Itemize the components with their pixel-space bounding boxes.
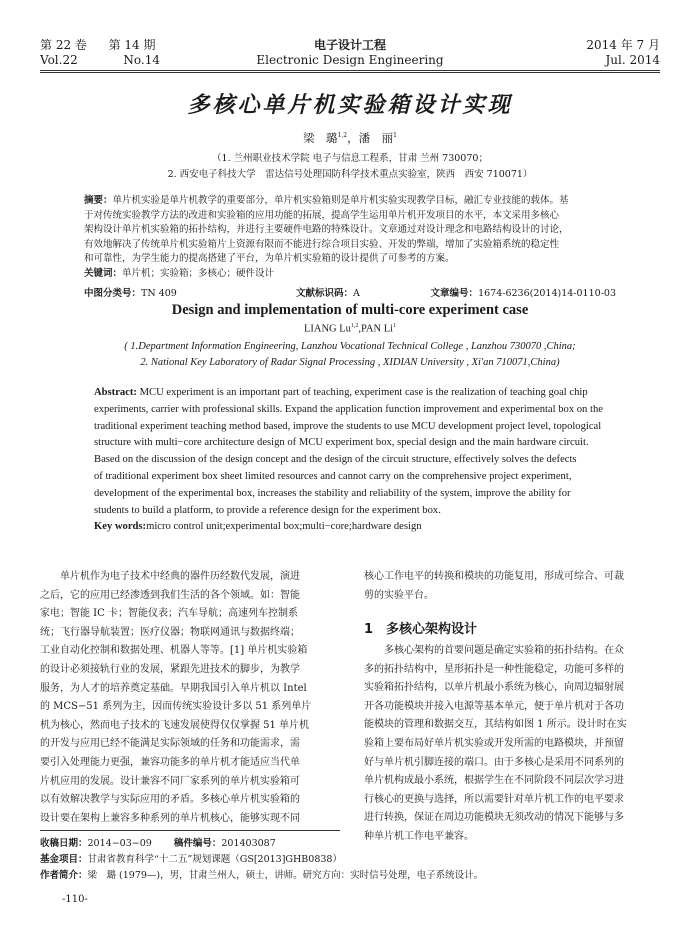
header-rule [40, 70, 660, 71]
fund-label: 基金项目： [40, 854, 88, 865]
abstract-cn: 摘要：单片机实验是单片机教学的重要部分，单片机实验箱则是单片机实验实现教学目标，融汇专业技能的载体。基 于对传统实验教学方法的改进和实验箱的应用功能的拓展，提高学生运用单片机开发项目的水平，本文采用多核心 架构设计单片机实验箱的拓扑结构，并进行主要硬件电路的特殊设计。文章通过对设计理念和电路结构设计的讨论， 有效地解决了传统单片机实验箱片上资源有限而不能进行综合项目实验、开发的弊端，增加了实验箱系统的稳定性 和可靠性，为学生能力的提高搭建了平台，为单片机实验箱的设计提供了可参考的方案。 关键词：单片机；实验箱；多核心；硬件设计 [84, 195, 569, 279]
affiliation-en-2: 2. National Key Laboratory of Radar Signal Processing , XIDIAN University , Xi'an 710071,China) [140, 357, 560, 368]
keywords-cn: 单片机；实验箱；多核心；硬件设计 [122, 267, 275, 279]
keywords-en: micro control unit;experimental box;multi−core;hardware design [146, 521, 422, 533]
date-cn: 2014 年 7 月 [586, 38, 660, 52]
clc-number: 中图分类号：TN 409 [84, 288, 177, 299]
section-heading-1: 1 多核心架构设计 [364, 622, 478, 637]
volume-cn: 第 22 卷 [40, 38, 87, 52]
journal-name-cn: 电子设计工程 [313, 38, 386, 52]
authors-cn: 梁 璐$^{1,2}$，潘 丽$^1$ [303, 131, 397, 145]
received-date: 2014−03−09 [87, 838, 152, 849]
issue-cn: 第 14 期 [108, 38, 156, 52]
affiliation-cn-2: 2. 西安电子科技大学 雷达信号处理国防科学技术重点实验室，陕西 西安 710071） [167, 169, 533, 180]
footnote-rule [40, 830, 340, 831]
body-left-column: 单片机作为电子技术中经典的器件历经数代发展，演进 之后，它的应用已经渗透到我们生活的各个领域。如：智能 家电；智能 IC 卡；智能仪表；汽车导航；高速列车控制系 统；飞行器导航装置；医疗仪器；物联网通讯与数据终端； 工业自动化控制和数据处理、机器人等等。[1] 单片机实验箱 的设计必须接轨行业的发展，紧跟先进技术的脚步，为教学 服务，为人才的培养奠定基础。早期我国引入单片机以 Intel 的 MCS−51 系列为主，因而传统实验设计多以 51 系列单片 机为核心，然而电子技术的飞速发展使得仅仅掌握 51 单片机 的开发与应用已经不能满足实际领域的任务和功能需求，需 要引入处理能力更强，兼容功能多的单片机才能适应当代单 片机应用的发展。设计兼容不同厂家系列的单片机实验箱可 以有效解决教学与实际应用的矛盾。多核心单片机实验箱的 设计要在架构上兼容多种系列的单片机核心，能够实现不同 [40, 571, 312, 824]
received-label: 收稿日期： [40, 838, 88, 849]
affiliation-cn-1: （1. 兰州职业技术学院 电子与信息工程系，甘肃 兰州 730070； [212, 153, 488, 164]
title-cn: 多核心单片机实验箱设计实现 [187, 92, 513, 118]
section-1-text: 多核心架构的首要问题是确定实验箱的拓扑结构。在众 多的拓扑结构中，星形拓扑是一种性能稳定，功能可多样的 实验箱拓扑结构，以单片机最小系统为核心，向周边辐射展 开各功能模块并接入电源等基本单元，便于单片机对于各功 能模块的管理和数据交互，其结构如图 1 所示。设计时在实 验箱上要布局好单片机实验或开发所需的电路模块，并预留 好与单片机引脚连接的端口。由于多核心是采用不同系列的 单片机构成最小系统，根据学生在不同阶段不同层次学习进 行核心的更换与选择，所以需要针对单片机工作的电平要求 进行转换，保证在周边功能模块无须改动的情况下能够与多 种单片机工作电平兼容。 [364, 645, 627, 842]
affiliation-en-1: ( 1.Department Information Engineering, Lanzhou Vocational Technical College , Lanzhou 730070 ,China; [124, 341, 576, 352]
manuscript-label: 稿件编号： [173, 838, 222, 849]
document-code: 文献标识码：A [296, 288, 360, 299]
page-number: -110- [62, 894, 88, 905]
abstract-cn-label: 摘要： [84, 195, 113, 206]
bio-label: 作者简介： [40, 870, 88, 881]
date-en: Jul. 2014 [605, 53, 660, 67]
authors-en: LIANG Lu$^{1,2}$,PAN Li$^1$ [303, 323, 397, 335]
abstract-en: Abstract: MCU experiment is an important part of teaching, experiment case is the realization of teaching goal chip experiments, carrier with professional skills. Expand the application function improvement and experimental box on the traditional experiment teaching method based, improve the students to use MCU development project level, topological structure with multi−core architecture design of MCU experiment box, special design and the main hardware circuit. Based on the discussion of the design concept and the design of the circuit structure, effectively solves the defects of traditional experiment box sheet limited resources and cannot carry on the comprehensive project experiment, development of the experimental box, increases the stability and reliability of the system, improve the ability for students to build a platform, to provide a reference design for the experiment box. Key words:micro control unit;experimental box;multi−core;hardware design [94, 387, 603, 533]
abstract-en-label: Abstract: [94, 387, 137, 398]
keywords-cn-label: 关键词： [84, 267, 123, 279]
body-right-column: 核心工作电平的转换和模块的功能复用，形成可综合、可裁 剪的实验平台。 [364, 571, 624, 601]
fund-text: 甘肃省教育科学“十二五”规划课题（GS[2013]GHB0838） [87, 854, 342, 865]
bio-text: 梁 璐 (1979—)，男，甘肃兰州人，硕士，讲师。研究方向：实时信号处理，电子系统设计。 [87, 870, 484, 881]
footnote-block [40, 836, 483, 884]
journal-name-en: Electronic Design Engineering [256, 53, 444, 67]
title-en: Design and implementation of multi-core experiment case [171, 302, 529, 318]
volume-en: Vol.22 [40, 53, 78, 67]
manuscript-number: 201403087 [221, 838, 276, 849]
header-rule-2 [40, 72, 660, 73]
keywords-en-label: Key words: [94, 521, 147, 533]
article-number: 文章编号：1674-6236(2014)14-0110-03 [430, 288, 616, 299]
issue-en: No.14 [123, 53, 160, 67]
